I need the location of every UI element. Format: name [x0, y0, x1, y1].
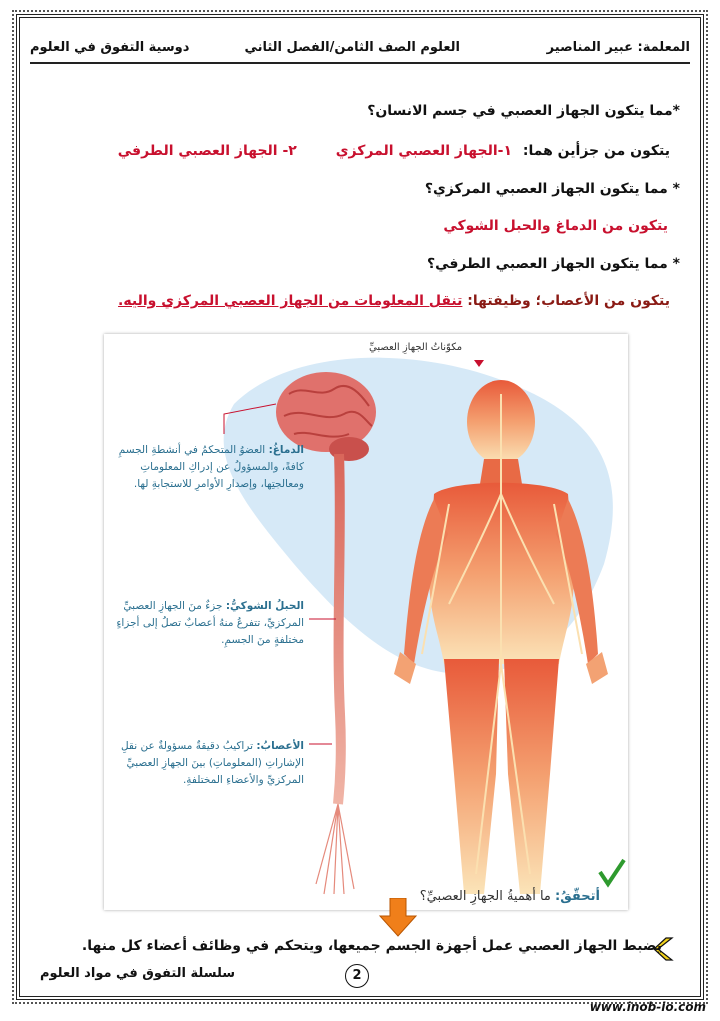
nervous-system-figure — [104, 334, 628, 910]
question-2: * مما يتكون الجهاز العصبي المركزي؟ — [424, 181, 680, 197]
check-question — [420, 889, 600, 904]
answer-2: يتكون من الدماغ والحبل الشوكي — [443, 218, 668, 234]
page-header — [30, 36, 690, 62]
answer-3 — [118, 293, 670, 309]
check-mark-icon — [600, 860, 624, 884]
page-number: 2 — [345, 964, 369, 988]
nerves-label — [116, 738, 304, 789]
cord-label-text: جزءٌ منَ الجهازِ العصبيِّ المركزيِّ، تتفرعُ منهُ أعصابٌ تصلُ إلى أجزاءٍ مختلفةٍ منَ الجسمِ. — [116, 600, 304, 646]
cord-label-term: الحبلُ الشوكيُّ: — [225, 600, 304, 612]
series-title: سلسلة التفوق في مواد العلوم — [40, 966, 236, 981]
answer-1-part2: ٢- الجهاز العصبي الطرفي — [117, 143, 297, 159]
answer-1 — [118, 143, 670, 159]
summary-note: يضبط الجهاز العصبي عمل أجهزة الجسم جميعها، ويتحكم في وظائف أعضاء كل منها. — [81, 938, 662, 954]
answer-3-start: يتكون من الأعصاب؛ وظيفتها: — [467, 293, 670, 309]
question-1: *مما يتكون الجهاز العصبي في جسم الانسان؟ — [367, 103, 680, 119]
teacher-name: المعلمة: عبير المناصير — [546, 40, 690, 55]
website-link: www.inob-io.com — [589, 1000, 706, 1014]
answer-1-part1: ١-الجهاز العصبي المركزي — [335, 143, 512, 159]
nerves-label-term: الأعصابُ: — [256, 740, 304, 752]
spinal-cord — [338, 454, 341, 804]
brain-label-text: العضوُ المتحكمُ في أنشطةِ الجسمِ كافةً، والمسؤولُ عن إدراكِ المعلوماتِ ومعالجتِها، وإصدارِ الأوامرِ للاستجابةِ لها. — [118, 444, 304, 490]
question-3: * مما يتكون الجهاز العصبي الطرفي؟ — [426, 256, 680, 272]
header-rule — [30, 62, 690, 64]
notebook-title: دوسية التفوق في العلوم — [30, 40, 190, 55]
answer-3-function: تنقل المعلومات من الجهاز العصبي المركزي واليه. — [118, 293, 463, 309]
answer-1-intro: يتكون من جزأين هما: — [522, 143, 670, 159]
brain-label-term: الدماغُ: — [268, 444, 304, 456]
figure-title: مكوّناتُ الجهازِ العصبيِّ — [369, 342, 463, 353]
check-label: أتحقّقُ: — [555, 889, 600, 904]
brain-label — [116, 442, 304, 493]
nerves-label-text: تراكيبُ دقيقةٌ مسؤولةٌ عن نقلِ الإشاراتِ (المعلوماتِ) بينَ الجهازِ العصبيِّ المركزيِّ والأعضاءِ المختلفةِ. — [120, 740, 304, 786]
down-arrow-icon — [378, 898, 418, 938]
subject-title: العلوم الصف الثامن/الفصل الثاني — [244, 40, 460, 55]
check-text: ما أهميةُ الجهازِ العصبيِّ؟ — [419, 889, 551, 904]
spinal-cord-label — [116, 598, 304, 649]
